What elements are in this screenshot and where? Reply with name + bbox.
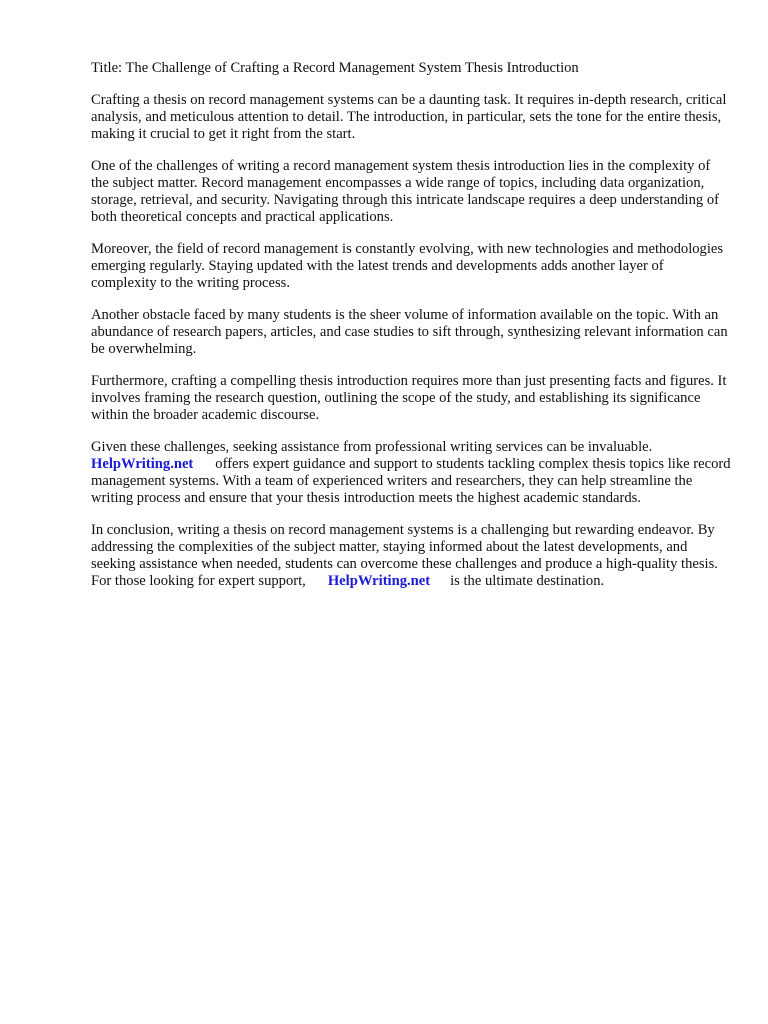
document-body <box>91 60 731 605</box>
paragraph-assistance <box>91 439 731 507</box>
paragraph-evolving-field: Moreover, the field of record management is constantly evolving, with new technologies and methodologies emerging regularly. Staying updated with the latest trends and developments adds another layer of complexity to the writing process. <box>91 241 724 291</box>
document-title: Title: The Challenge of Crafting a Record Management System Thesis Introduction <box>91 60 579 76</box>
paragraph-framing: Furthermore, crafting a compelling thesis introduction requires more than just presenting facts and figures. It involves framing the research question, outlining the scope of the study, and establishing its significance within the broader academic discourse. <box>91 373 727 423</box>
paragraph-complexity: One of the challenges of writing a record management system thesis introduction lies in the complexity of the subject matter. Record management encompasses a wide range of topics, including data organization, storage, retrieval, and security. Navigating through this intricate landscape requires a deep understanding of both theoretical concepts and practical applications. <box>91 158 719 225</box>
paragraph-assistance-before: Given these challenges, seeking assistance from professional writing services can be invaluable. <box>91 439 653 455</box>
paragraph-assistance-after: offers expert guidance and support to students tackling complex thesis topics like record management systems. With a team of experienced writers and researchers, they can help streamline the writing process and ensure that your thesis introduction meets the highest academic standards. <box>91 456 731 506</box>
paragraph-conclusion-before: In conclusion, writing a thesis on record management systems is a challenging but rewarding endeavor. By addressing the complexities of the subject matter, staying informed about the latest developments, and seeking assistance when needed, students can overcome these challenges and produce a high-quality thesis. For those looking for expert support, <box>91 522 718 589</box>
helpwriting-link[interactable]: HelpWriting.net <box>91 456 194 472</box>
paragraph-conclusion-after: is the ultimate destination. <box>450 573 605 589</box>
helpwriting-link-conclusion[interactable]: HelpWriting.net <box>327 573 431 589</box>
paragraph-intro: Crafting a thesis on record management systems can be a daunting task. It requires in-depth research, critical analysis, and meticulous attention to detail. The introduction, in particular, sets the tone for the entire thesis, making it crucial to get it right from the start. <box>91 92 727 142</box>
paragraph-information-volume: Another obstacle faced by many students is the sheer volume of information available on the topic. With an abundance of research papers, articles, and case studies to sift through, synthesizing relevant information can be overwhelming. <box>91 307 728 357</box>
paragraph-conclusion <box>91 522 731 590</box>
